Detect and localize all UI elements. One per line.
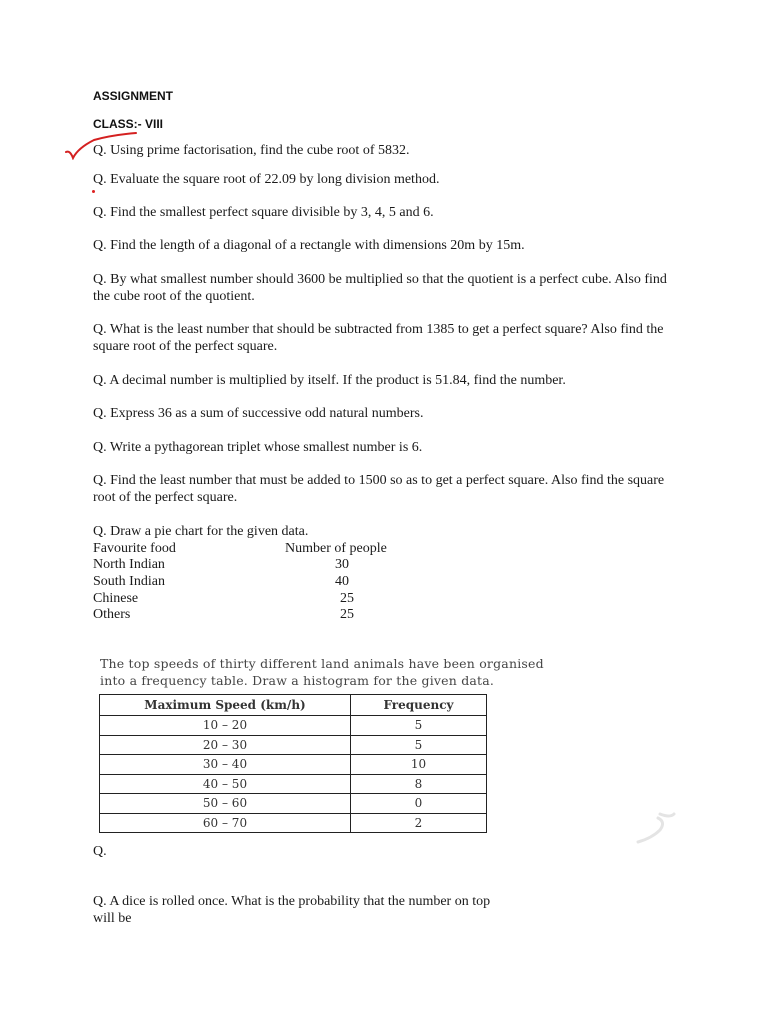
- frequency-table: [99, 694, 487, 833]
- question-cube-root: Q. Using prime factorisation, find the cube root of 5832.: [93, 143, 410, 158]
- frequency-cell: 10: [351, 755, 487, 775]
- assignment-title: ASSIGNMENT: [93, 89, 174, 103]
- speed-cell: 20 – 30: [100, 735, 351, 755]
- red-dot-mark: [92, 190, 95, 193]
- question-smallest-square: Q. Find the smallest perfect square divisible by 3, 4, 5 and 6.: [93, 205, 434, 220]
- faint-watermark-icon: [630, 808, 680, 848]
- question-pie-chart: Q. Draw a pie chart for the given data.: [93, 524, 309, 539]
- histogram-intro-line: The top speeds of thirty different land animals have been organised: [100, 656, 544, 671]
- question-dice-line: Q. A dice is rolled once. What is the probability that the number on top: [93, 894, 491, 909]
- question-odd-numbers: Q. Express 36 as a sum of successive odd natural numbers.: [93, 406, 424, 421]
- histogram-intro-line: into a frequency table. Draw a histogram for the given data.: [100, 673, 495, 688]
- food-row-name: Chinese: [93, 591, 139, 606]
- speed-cell: 50 – 60: [100, 794, 351, 814]
- frequency-cell: 2: [351, 813, 487, 833]
- question-add-square: Q. Find the least number that must be added to 1500 so as to get a perfect square. Also find the square root of the perfect square.: [93, 473, 665, 505]
- table-row: [100, 755, 487, 775]
- food-row-count: 25: [340, 607, 354, 622]
- food-row-name: South Indian: [93, 574, 165, 589]
- column-header-frequency: Frequency: [351, 695, 487, 716]
- speed-cell: 60 – 70: [100, 813, 351, 833]
- food-row-count: 30: [335, 557, 349, 572]
- food-row-name: Others: [93, 607, 131, 622]
- speed-cell: 40 – 50: [100, 774, 351, 794]
- class-label: CLASS:- VIII: [93, 117, 164, 131]
- frequency-cell: 8: [351, 774, 487, 794]
- food-row-name: North Indian: [93, 557, 165, 572]
- question-diagonal: Q. Find the length of a diagonal of a rectangle with dimensions 20m by 15m.: [93, 238, 525, 253]
- food-row-count: 25: [340, 591, 354, 606]
- food-row-count: 40: [335, 574, 349, 589]
- table-row: [100, 794, 487, 814]
- question-subtract: Q. What is the least number that should be subtracted from 1385 to get a perfect square? Also find the square root of the perfect square.: [93, 322, 664, 354]
- speed-cell: 10 – 20: [100, 716, 351, 736]
- table-row: [100, 716, 487, 736]
- frequency-cell: 5: [351, 716, 487, 736]
- food-header-people: Number of people: [285, 541, 387, 556]
- table-row: [100, 774, 487, 794]
- question-square-root: Q. Evaluate the square root of 22.09 by long division method.: [93, 172, 440, 187]
- column-header-speed: Maximum Speed (km/h): [100, 695, 351, 716]
- table-row: [100, 735, 487, 755]
- speed-cell: 30 – 40: [100, 755, 351, 775]
- food-header-food: Favourite food: [93, 541, 176, 556]
- frequency-cell: 0: [351, 794, 487, 814]
- question-triplet: Q. Write a pythagorean triplet whose smallest number is 6.: [93, 440, 423, 455]
- question-perfect-cube: Q. By what smallest number should 3600 be multiplied so that the quotient is a perfect cube. Also find the cube root of the quotient.: [93, 272, 667, 304]
- question-decimal: Q. A decimal number is multiplied by itself. If the product is 51.84, find the number.: [93, 373, 566, 388]
- frequency-cell: 5: [351, 735, 487, 755]
- table-row: [100, 813, 487, 833]
- table-header-row: [100, 695, 487, 716]
- question-dice-line: will be: [93, 911, 132, 926]
- histogram-q-label: Q.: [93, 844, 107, 859]
